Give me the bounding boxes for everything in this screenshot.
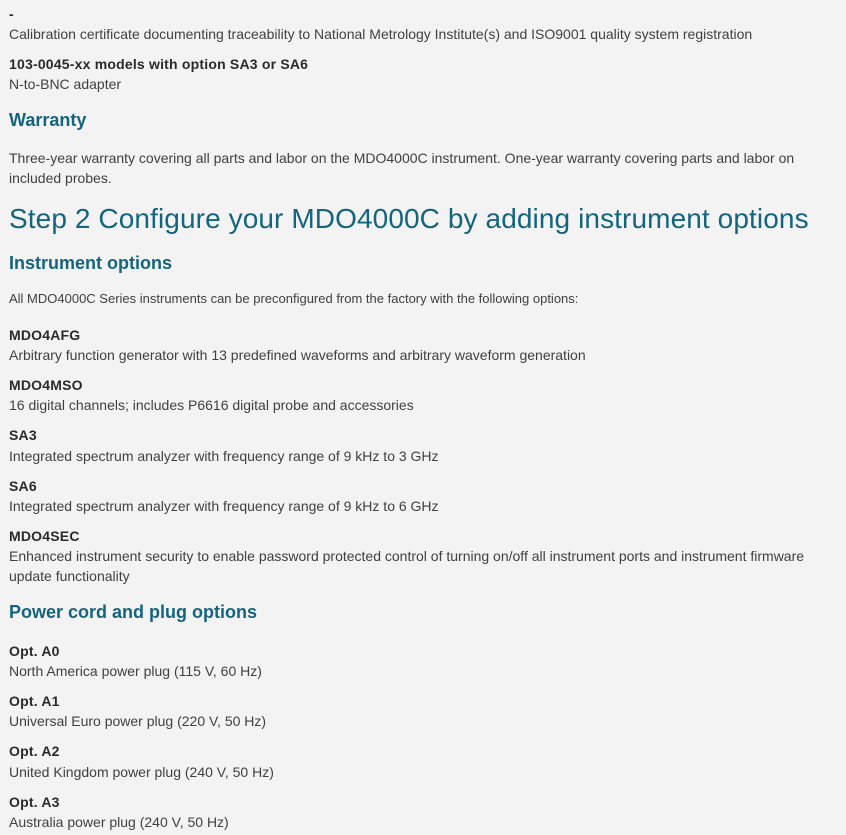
option-desc: Enhanced instrument security to enable password protected control of turning on/off all instrument ports and instrument firmware update functionality (9, 548, 805, 584)
option-desc: Arbitrary function generator with 13 predefined waveforms and arbitrary waveform generation (9, 347, 586, 363)
power-option-desc: United Kingdom power plug (240 V, 50 Hz) (9, 764, 274, 780)
power-option-term: Opt. A3 (9, 794, 60, 810)
power-option-desc: Universal Euro power plug (220 V, 50 Hz) (9, 713, 267, 729)
power-option-term: Opt. A2 (9, 743, 60, 759)
option-desc: 16 digital channels; includes P6616 digital probe and accessories (9, 397, 414, 413)
power-option-term: Opt. A1 (9, 693, 60, 709)
option-term: MDO4AFG (9, 327, 81, 343)
option-term: MDO4SEC (9, 528, 80, 544)
warranty-heading: Warranty (9, 110, 87, 130)
option-term: MDO4MSO (9, 377, 83, 393)
calibration-text: Calibration certificate documenting traceability to National Metrology Institute(s) and ISO9001 quality system registration (9, 26, 753, 42)
option-desc: Integrated spectrum analyzer with frequency range of 9 kHz to 3 GHz (9, 448, 439, 464)
power-option-term: Opt. A0 (9, 643, 60, 659)
adapter-model-term: 103-0045-xx models with option SA3 or SA6 (9, 56, 309, 72)
power-cord-heading: Power cord and plug options (9, 602, 258, 622)
option-desc: Integrated spectrum analyzer with frequency range of 9 kHz to 6 GHz (9, 498, 439, 514)
power-option-desc: North America power plug (115 V, 60 Hz) (9, 663, 262, 679)
adapter-model-desc: N-to-BNC adapter (9, 76, 122, 92)
step2-heading: Step 2 Configure your MDO4000C by adding instrument options (9, 203, 809, 234)
instrument-options-intro: All MDO4000C Series instruments can be preconfigured from the factory with the following options: (9, 291, 579, 306)
power-option-desc: Australia power plug (240 V, 50 Hz) (9, 814, 229, 830)
option-term: SA6 (9, 478, 37, 494)
instrument-options-heading: Instrument options (9, 253, 172, 273)
option-term: SA3 (9, 427, 37, 443)
warranty-text: Three-year warranty covering all parts and labor on the MDO4000C instrument. One-year warranty covering parts and labor on included probes. (9, 150, 795, 186)
dash-marker: - (9, 6, 14, 22)
